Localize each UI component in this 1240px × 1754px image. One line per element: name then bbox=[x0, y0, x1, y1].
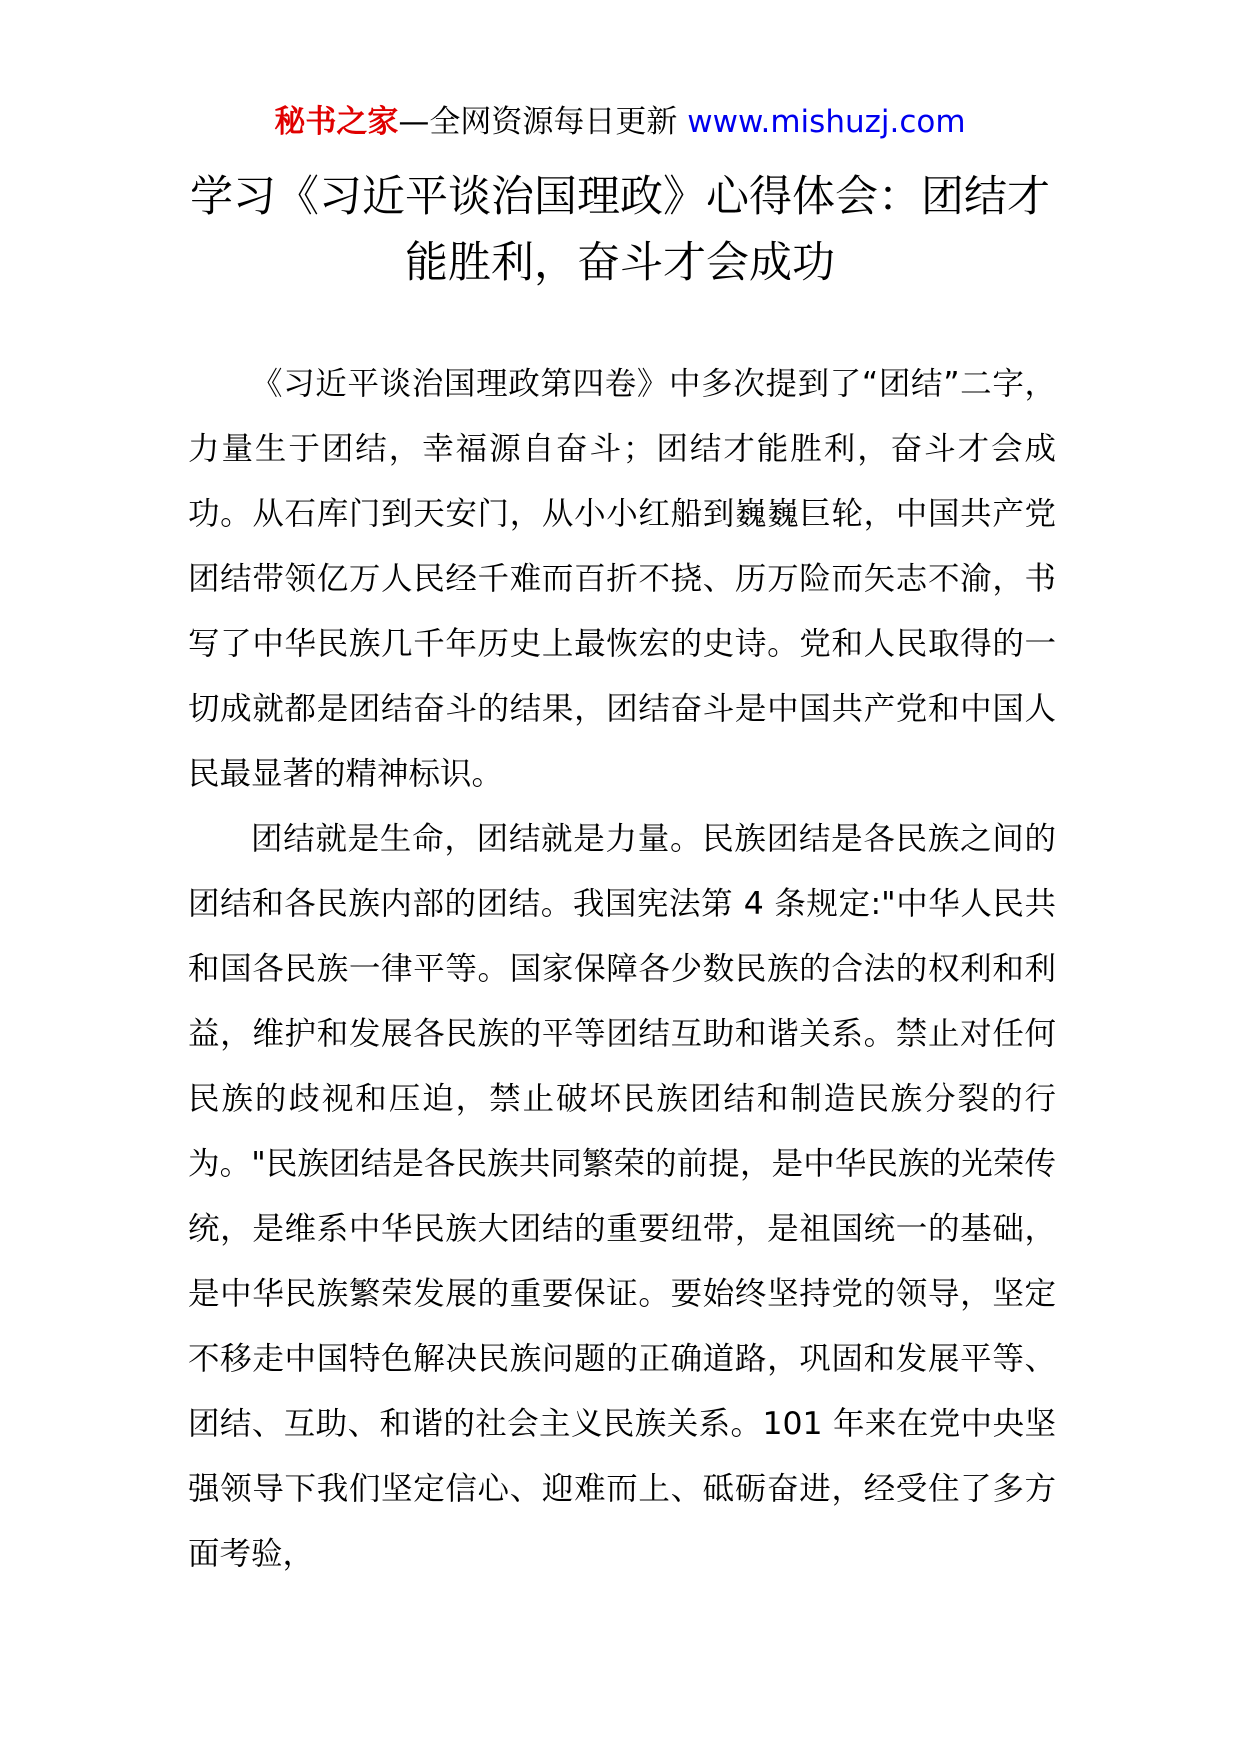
site-url-link[interactable]: www.mishuzj.com bbox=[687, 104, 966, 140]
document-body bbox=[188, 352, 1056, 1587]
paragraph-2: 团结就是生命，团结就是力量。民族团结是各民族之间的团结和各民族内部的团结。我国宪法第 4 条规定:"中华人民共和国各民族一律平等。国家保障各少数民族的合法的权利和利益，维护和发展各民族的平等团结互助和谐关系。禁止对任何民族的歧视和压迫，禁止破坏民族团结和制造民族分裂的行为。"民族团结是各民族共同繁荣的前提，是中华民族的光荣传统，是维系中华民族大团结的重要纽带，是祖国统一的基础，是中华民族繁荣发展的重要保证。要始终坚持党的领导，坚定不移走中国特色解决民族问题的正确道路，巩固和发展平等、团结、互助、和谐的社会主义民族关系。101 年来在党中央坚强领导下我们坚定信心、迎难而上、砥砺奋进，经受住了多方面考验， bbox=[188, 821, 1056, 1572]
site-header bbox=[0, 100, 1240, 144]
brand-name: 秘书之家 bbox=[274, 104, 399, 140]
document-title: 学习《习近平谈治国理政》心得体会：团结才能胜利，奋斗才会成功 bbox=[190, 172, 1050, 288]
paragraph-1: 《习近平谈治国理政第四卷》中多次提到了“团结”二字，力量生于团结，幸福源自奋斗；团结才能胜利，奋斗才会成功。从石库门到天安门，从小小红船到巍巍巨轮，中国共产党团结带领亿万人民经千难而百折不挠、历万险而矢志不渝，书写了中华民族几千年历史上最恢宏的史诗。党和人民取得的一切成就都是团结奋斗的结果，团结奋斗是中国共产党和中国人民最显著的精神标识。 bbox=[188, 366, 1056, 792]
header-tagline: —全网资源每日更新 bbox=[398, 104, 688, 140]
